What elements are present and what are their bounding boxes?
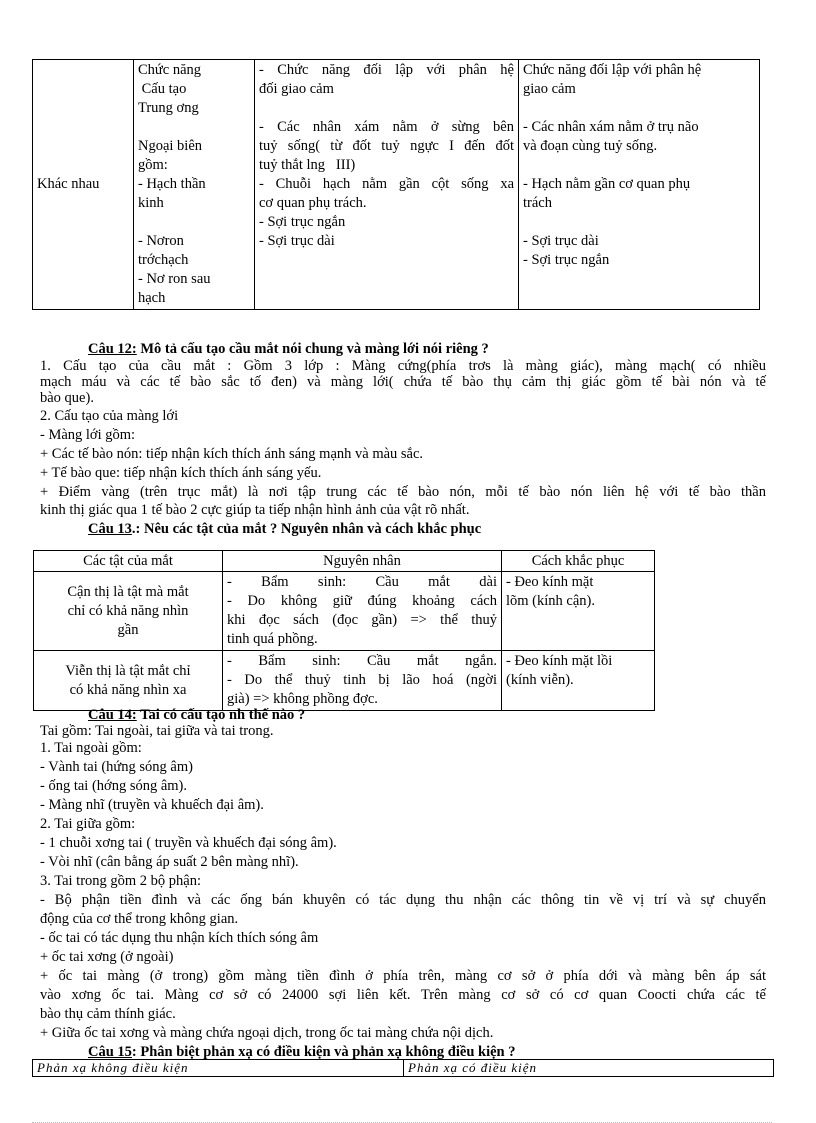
- text-line: - Màng nhĩ (truyền và khuếch đại âm).: [40, 797, 264, 813]
- cell-line: hạch: [138, 290, 166, 306]
- fix-cell: [502, 572, 655, 651]
- cell-line: [523, 156, 755, 175]
- table-row: [34, 651, 655, 711]
- cell-line: gần: [117, 621, 139, 638]
- cell-line: Viễn thị là tật mắt chỉ: [65, 662, 191, 679]
- cell-line: đối giao cảm: [259, 81, 334, 97]
- cell-line: khi đọc sách (đọc gần) => thể thuỷ: [227, 612, 497, 628]
- text-line: - Vòi nhĩ (cân bằng áp suất 2 bên màng nhĩ).: [40, 854, 299, 870]
- cau12-label: Câu 12:: [88, 341, 137, 357]
- cell-line: Cận thị là tật mà mắt: [67, 583, 189, 600]
- header-defect: Các tật của mắt: [34, 551, 223, 572]
- text-line: - Bộ phận tiền đình và các ống bán khuyên có tác dụng thu nhận các thông tin về vị trí và sự chuyển: [40, 892, 766, 908]
- cell-line: - Do thể thuỷ tinh bị lão hoá (ngời: [227, 672, 497, 688]
- cell-line: - Hạch thần: [138, 176, 206, 192]
- text-line: vào xơng ốc tai. Màng cơ sở có 24000 sợi liên kết. Trên màng cơ sở có cơ quan Coocti chứa các tế: [40, 987, 766, 1003]
- col2-text: [259, 61, 514, 251]
- header-conditioned: Phản xạ có điều kiện: [404, 1060, 774, 1077]
- cell-line: - Chuỗi hạch nằm gần cột sống xa: [259, 176, 514, 192]
- header-unconditioned: Phản xạ không điều kiện: [33, 1060, 404, 1077]
- cell-line: - Sợi trục dài: [259, 233, 335, 249]
- text-line: 3. Tai trong gồm 2 bộ phận:: [40, 873, 202, 889]
- cau13-label: Câu 13: [88, 521, 132, 537]
- cau14-heading: [88, 707, 305, 723]
- defect-cell: [34, 572, 223, 651]
- text-line: + ốc tai xơng (ở ngoài): [40, 949, 174, 965]
- cell-line: [259, 99, 514, 118]
- row-label-cell: [33, 60, 134, 310]
- text-line: mạch máu và các tế bào sắc tố đen) và màng lới( chứa tế bào thụ cảm thị giác gồm tế bài nón và tế: [40, 374, 766, 390]
- text-line: + ốc tai màng (ở trong) gồm màng tiền đình ở phía trên, màng cơ sở ở phía dới và màng bên áp sát: [40, 968, 766, 984]
- cause-cell: [223, 572, 502, 651]
- col1-text: [138, 61, 250, 308]
- cell-line: - Các nhân xám nằm ở trụ não: [523, 119, 699, 135]
- cell-line: - Các nhân xám nằm ở sừng bên: [259, 119, 514, 135]
- text-line: Tai gồm: Tai ngoài, tai giữa và tai trong.: [40, 723, 274, 739]
- text-line: + Tế bào que: tiếp nhận kích thích ánh sáng yếu.: [40, 465, 322, 481]
- text-line: + Điểm vàng (trên trục mắt) là nơi tập trung các tế bào nón, mỗi tế bào nón liên hệ với tế bào thần: [40, 484, 766, 500]
- cause-text: [227, 573, 497, 649]
- cau15-title: : Phân biệt phản xạ có điều kiện và phản xạ không điều kiện ?: [131, 1044, 516, 1060]
- cau13-heading: [88, 521, 481, 537]
- cell-line: giao cảm: [523, 81, 576, 97]
- cell-line: - Do không giữ đúng khoảng cách: [227, 593, 497, 609]
- text-line: + Các tế bào nón: tiếp nhận kích thích ánh sáng mạnh và màu sắc.: [40, 446, 424, 462]
- cau14-label: Câu 14:: [88, 707, 137, 723]
- text-line: - Màng lới gồm:: [40, 427, 136, 443]
- cell-line: - Bẩm sinh: Cầu mắt ngắn.: [227, 653, 497, 669]
- defect-name: [38, 583, 218, 640]
- cell-line: - Nơron: [138, 233, 184, 249]
- text-line: - 1 chuỗi xơng tai ( truyền và khuếch đại sóng âm).: [40, 835, 337, 851]
- text-line: - ốc tai có tác dụng thu nhận kích thích sóng âm: [40, 930, 319, 946]
- cell-line: Chức năng: [138, 62, 202, 78]
- cell-line: [523, 213, 755, 232]
- cell-line: - Đeo kính mặt: [506, 574, 594, 590]
- cell-line: - Sợi trục dài: [523, 233, 599, 249]
- col2-cell: [255, 60, 519, 310]
- table-row: [34, 572, 655, 651]
- text-line: + Giữa ốc tai xơng và màng chứa ngoại dịch, trong ốc tai màng chứa nội dịch.: [40, 1025, 494, 1041]
- cell-line: Cấu tạo: [138, 81, 187, 97]
- cell-line: chỉ có khả năng nhìn: [67, 602, 189, 619]
- col1-cell: [134, 60, 255, 310]
- header-fix: Cách khắc phục: [502, 551, 655, 572]
- col3-cell: [519, 60, 760, 310]
- cell-line: có khả năng nhìn xa: [69, 681, 187, 698]
- cell-line: gồm:: [138, 157, 168, 173]
- cell-line: già) => không phồng đợc.: [227, 691, 378, 707]
- cell-line: kinh: [138, 195, 164, 211]
- cell-line: trách: [523, 195, 552, 211]
- cau12-heading: [88, 341, 489, 357]
- text-line: - Vành tai (hứng sóng âm): [40, 759, 193, 775]
- cell-line: [138, 118, 250, 137]
- comparison-table: [32, 59, 760, 310]
- cell-line: trớchạch: [138, 252, 189, 268]
- cell-line: [138, 213, 250, 232]
- cau13-title: .: Nêu các tật của mắt ? Nguyên nhân và cách khắc phục: [131, 521, 482, 537]
- text-line: bào que).: [40, 390, 94, 406]
- header-cause: Nguyên nhân: [223, 551, 502, 572]
- text-line: kinh thị giác qua 1 tế bào 2 cực giúp ta tiếp nhận hình ảnh của vật rõ nhất.: [40, 502, 470, 518]
- cell-line: cơ quan phụ trách.: [259, 195, 367, 211]
- eye-defects-table: [33, 550, 655, 711]
- cell-line: tuỷ sống( từ đốt tuỷ ngực I đến đốt: [259, 138, 514, 154]
- cau12-title: Mô tả cấu tạo cầu mắt nói chung và màng lới nói riêng ?: [136, 341, 489, 357]
- cell-line: Trung ơng: [138, 100, 199, 116]
- text-line: 1. Cấu tạo của cầu mắt : Gồm 3 lớp : Màng cứng(phía trơs là màng giác), màng mạch( có nhiều: [40, 358, 766, 374]
- text-line: 2. Cấu tạo của màng lới: [40, 408, 179, 424]
- cell-line: - Sợi trục ngắn: [523, 252, 610, 268]
- text-line: - ống tai (hớng sóng âm).: [40, 778, 188, 794]
- cell-line: - Sợi trục ngắn: [259, 214, 346, 230]
- cell-line: - Nơ ron sau: [138, 271, 211, 287]
- fix-text: [506, 573, 650, 611]
- cause-text: [227, 652, 497, 709]
- text-line: bào thụ cảm thính giác.: [40, 1006, 176, 1022]
- cell-line: Chức năng đối lập với phân hệ: [523, 62, 702, 78]
- cell-line: - Bẩm sinh: Cầu mắt dài: [227, 574, 497, 590]
- col3-text: [523, 61, 755, 270]
- text-line: 2. Tai giữa gồm:: [40, 816, 136, 832]
- cell-line: lõm (kính cận).: [506, 593, 595, 609]
- reflex-table: [32, 1059, 774, 1077]
- fix-text: [506, 652, 650, 690]
- cau15-heading: [88, 1044, 515, 1060]
- cell-line: tuỷ thắt lng III): [259, 157, 356, 173]
- cell-line: - Chức năng đối lập với phân hệ: [259, 62, 514, 78]
- defect-name: [38, 662, 218, 700]
- cause-cell: [223, 651, 502, 711]
- cell-line: tinh quá phồng.: [227, 631, 318, 647]
- cell-line: - Hạch nằm gần cơ quan phụ: [523, 176, 691, 192]
- cell-line: Ngoại biên: [138, 138, 203, 154]
- text-line: 1. Tai ngoài gồm:: [40, 740, 142, 756]
- cell-line: và đoạn cùng tuỷ sống.: [523, 138, 658, 154]
- text-line: động của cơ thể trong không gian.: [40, 911, 239, 927]
- defect-cell: [34, 651, 223, 711]
- row-label: Khác nhau: [37, 176, 100, 192]
- cau15-label: Câu 15: [88, 1044, 132, 1060]
- cau14-title: Tai có cấu tạo nh thế nào ?: [136, 707, 306, 723]
- cell-line: [523, 99, 755, 118]
- cell-line: - Đeo kính mặt lồi: [506, 653, 613, 669]
- cell-line: (kính viễn).: [506, 672, 574, 688]
- fix-cell: [502, 651, 655, 711]
